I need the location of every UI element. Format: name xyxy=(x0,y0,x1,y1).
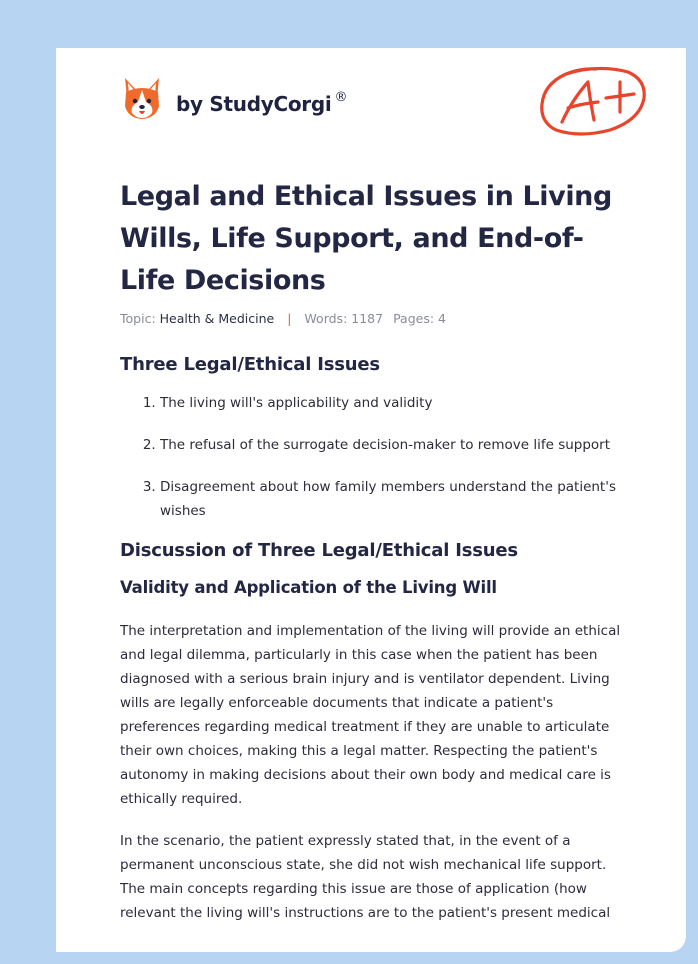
brand-name: by StudyCorgi ® xyxy=(176,90,348,116)
document-card xyxy=(56,48,686,952)
topic-label: Topic: xyxy=(120,311,156,326)
pages-label: Pages: xyxy=(393,311,435,326)
topic-link[interactable]: Health & Medicine xyxy=(159,311,275,326)
body-paragraph: In the scenario, the patient expressly stated that, in the event of a permanent unconscious state, she did not wish mechanical life support. The main concepts regarding this issue are those of application (how relevant the living will's instructions are to the patient's present medical xyxy=(120,833,611,921)
issues-list xyxy=(120,391,630,541)
list-item: 1. The living will's applicability and validity xyxy=(160,391,630,415)
section-heading-discussion: Discussion of Three Legal/Ethical Issues xyxy=(120,540,518,561)
words-label: Words: xyxy=(304,311,348,326)
registered-mark: ® xyxy=(334,90,348,105)
a-plus-grade-icon xyxy=(536,60,648,140)
document-meta xyxy=(120,311,446,326)
pages-value: 4 xyxy=(438,311,446,326)
list-item: 2. The refusal of the surrogate decision-maker to remove life support xyxy=(160,433,630,457)
meta-separator: | xyxy=(287,311,292,326)
corgi-icon xyxy=(122,76,162,122)
body-paragraph: The interpretation and implementation of the living will provide an ethical and legal dilemma, particularly in this case when the patient has been diagnosed with a serious brain injury and is ventilator dependent. Living wills are legally enforceable documents that indicate a patient's preferences regarding medical treatment if they are unable to articulate their own choices, making this a legal matter. Respecting the patient's autonomy in making decisions about their own body and medical care is ethically required. xyxy=(120,623,621,807)
document-title: Legal and Ethical Issues in Living Wills, Life Support, and End-of-Life Decisions xyxy=(120,181,612,296)
list-item: 3. Disagreement about how family members understand the patient's wishes xyxy=(160,475,630,523)
subsection-heading-validity: Validity and Application of the Living Will xyxy=(120,578,497,597)
brand-logo[interactable] xyxy=(122,76,347,122)
words-value: 1187 xyxy=(351,311,384,326)
section-heading-issues: Three Legal/Ethical Issues xyxy=(120,354,380,375)
